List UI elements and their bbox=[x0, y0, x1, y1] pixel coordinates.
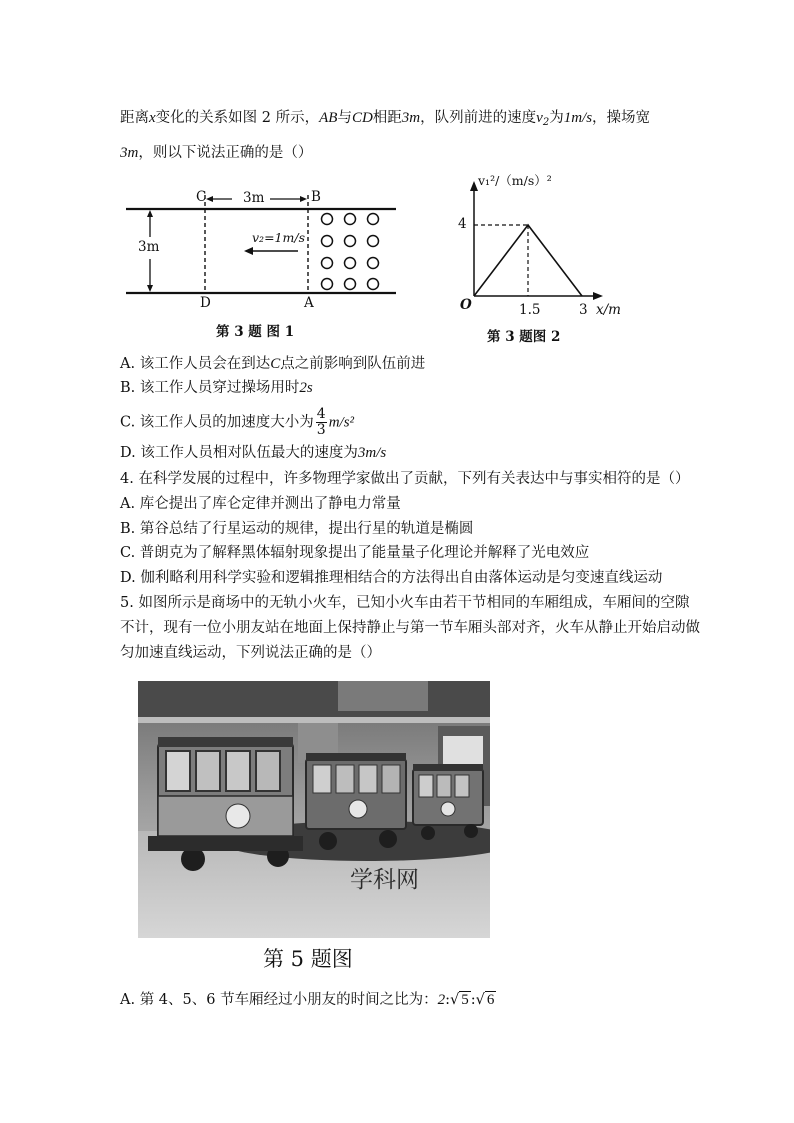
q4-option-d: D. 伽利略利用科学实验和逻辑推理相结合的方法得出自由落体运动是匀变速直线运动 bbox=[120, 570, 663, 586]
q5-option-a: A. 第 4、5、6 节车厢经过小朋友的时间之比为：2:√ 5 :√ 6 bbox=[120, 992, 495, 1008]
q3-option-b: B. 该工作人员穿过操场用时2s bbox=[120, 380, 313, 396]
fig1-label-b: B bbox=[311, 189, 321, 205]
photo-watermark: 学科网 bbox=[350, 867, 419, 893]
q4-option-c: C. 普朗克为了解释黑体辐射现象提出了能量量子化理论并解释了光电效应 bbox=[120, 545, 590, 561]
fig2-x-tick-2: 3 bbox=[579, 302, 588, 318]
fig2-x-tick-1: 1.5 bbox=[519, 302, 541, 318]
fig1-dist-top: 3m bbox=[243, 190, 265, 206]
q3-stem-line2: 3m，则以下说法正确的是（） bbox=[120, 145, 313, 161]
q5-stem-line1: 5. 如图所示是商场中的无轨小火车，已知小火车由若干节相同的车厢组成，车厢间的空隙 bbox=[120, 595, 690, 611]
fig2-origin: O bbox=[460, 297, 472, 313]
fig2-y-label: v₁²/（m/s）² bbox=[478, 173, 552, 188]
fig2-x-label: x/m bbox=[596, 302, 621, 318]
q3-figure-1 bbox=[120, 185, 420, 310]
q3-stem-line1: 距离x变化的关系如图 2 所示，AB与CD相距3m，队列前进的速度$v_2$为1m/s，操场宽 bbox=[120, 110, 651, 128]
q3-option-a: A. 该工作人员会在到达C点之前影响到队伍前进 bbox=[120, 356, 426, 372]
q4-option-a: A. 库仑提出了库仑定律并测出了静电力常量 bbox=[120, 496, 401, 512]
q5-stem-line2: 不计，现有一位小朋友站在地面上保持静止与第一节车厢头部对齐，火车从静止开始启动做 bbox=[120, 620, 700, 636]
q3-option-d: D. 该工作人员相对队伍最大的速度为3m/s bbox=[120, 445, 387, 461]
fig1-label-d: D bbox=[200, 295, 211, 311]
fig2-y-tick: 4 bbox=[458, 216, 467, 232]
sqrt-5: √ 5 bbox=[449, 992, 469, 1008]
q5-stem-line3: 匀加速直线运动，下列说法正确的是（） bbox=[120, 645, 381, 661]
fig1-label-a: A bbox=[304, 295, 314, 311]
fig1-caption: 第 3 题 图 1 bbox=[216, 324, 295, 340]
q4-stem: 4. 在科学发展的过程中，许多物理学家做出了贡献，下列有关表达中与事实相符的是（） bbox=[120, 471, 690, 487]
q5-photo-caption: 第 5 题图 bbox=[263, 947, 353, 971]
fig1-dist-left: 3m bbox=[138, 239, 160, 255]
sqrt-6: √ 6 bbox=[475, 992, 495, 1008]
q4-option-b: B. 第谷总结了行星运动的规律，提出行星的轨道是椭圆 bbox=[120, 521, 474, 537]
fraction: $\frac{4}{3}$ bbox=[316, 406, 326, 438]
q3-option-c: C. 该工作人员的加速度大小为 $\frac{4}{3}$ m/s² bbox=[120, 406, 355, 438]
fig1-label-c: C bbox=[196, 189, 207, 205]
fig2-caption: 第 3 题图 2 bbox=[487, 329, 561, 345]
fig1-velocity-label: v₂=1m/s bbox=[252, 230, 305, 245]
q3-figure-2 bbox=[455, 178, 615, 308]
q5-train-photo bbox=[138, 681, 490, 938]
